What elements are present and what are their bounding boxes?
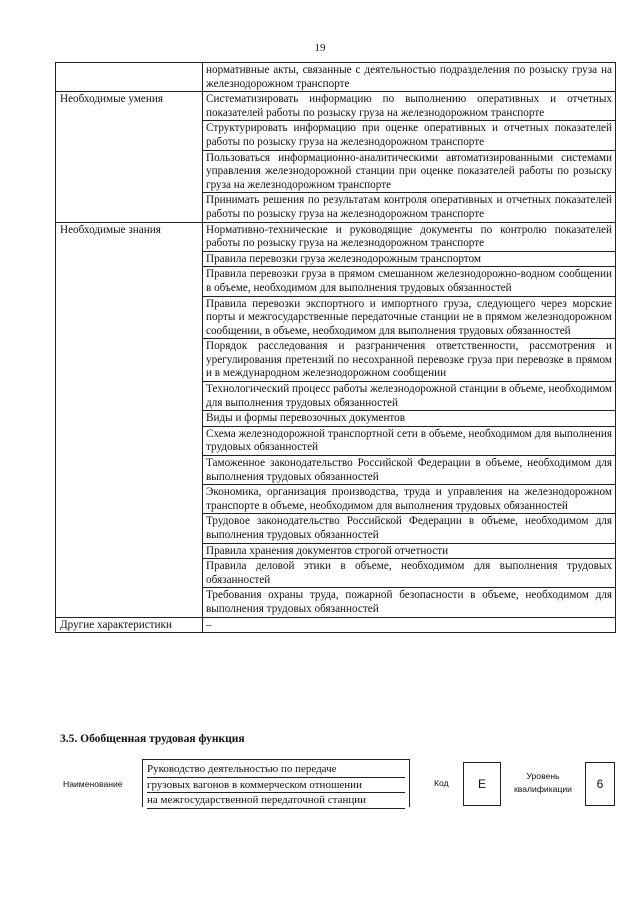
table-row (56, 92, 616, 121)
row-content: Правила хранения документов строгой отчетности (203, 543, 616, 559)
section-heading: 3.5. Обобщенная трудовая функция (60, 733, 245, 745)
row-content: – (203, 617, 616, 633)
row-content: Технологический процесс работы железнодорожной станции в объеме, необходимом для выполнения трудовых обязанностей (203, 382, 616, 411)
knowledge-label: Необходимые знания (56, 222, 203, 617)
qualification-level-value: 6 (585, 762, 615, 806)
row-content: Схема железнодорожной транспортной сети в объеме, необходимом для выполнения трудовых обязанностей (203, 426, 616, 455)
skills-label: Необходимые умения (56, 92, 203, 222)
row-content: Порядок расследования и разграничения ответственности, рассмотрения и урегулирования претензий по несохранной перевозке груза при перевозке в прямом и в международном железнодорожном сообщении (203, 339, 616, 382)
row-content: Пользоваться информационно-аналитическими автоматизированными системами управления железнодорожной станции при оценке показателей работы по розыску груза на железнодорожном транспорте (203, 150, 616, 193)
row-content: Правила деловой этики в объеме, необходимом для выполнения трудовых обязанностей (203, 559, 616, 588)
row-content: Нормативно-технические и руководящие документы по контролю показателей работы по розыску груза на железнодорожном транспорте (203, 222, 616, 251)
row-content: Структурировать информацию при оценке оперативных и отчетных показателей работы по розыску груза на железнодорожном транспорте (203, 121, 616, 150)
qualification-level-label (506, 770, 580, 796)
other-characteristics-label: Другие характеристики (56, 617, 203, 633)
table-row (56, 63, 616, 92)
function-name-line: на межгосударственной передаточной станции (147, 793, 405, 809)
row-content: нормативные акты, связанные с деятельностью подразделения по розыску груза на железнодорожном транспорте (203, 63, 616, 92)
function-name-box (142, 759, 410, 807)
function-name-line: Руководство деятельностью по передаче (147, 762, 405, 778)
row-content: Таможенное законодательство Российской Федерации в объеме, необходимом для выполнения трудовых обязанностей (203, 456, 616, 485)
table-row (56, 617, 616, 633)
table-row (56, 222, 616, 251)
page-number: 19 (314, 42, 326, 54)
row-content: Правила перевозки груза в прямом смешанном железнодорожно-водном сообщении в объеме, необходимом для выполнения трудовых обязанностей (203, 267, 616, 296)
qualification-level-label-line: квалификации (514, 784, 572, 794)
code-label: Код (434, 778, 449, 788)
row-content: Требования охраны труда, пожарной безопасности в объеме, необходимом для выполнения трудовых обязанностей (203, 588, 616, 617)
name-label: Наименование (63, 779, 123, 789)
row-content: Систематизировать информацию по выполнению оперативных и отчетных показателей работы по розыску груза на железнодорожном транспорте (203, 92, 616, 121)
row-content: Правила перевозки груза железнодорожным транспортом (203, 251, 616, 267)
row-content: Трудовое законодательство Российской Федерации в объеме, необходимом для выполнения трудовых обязанностей (203, 514, 616, 543)
row-label (56, 63, 203, 92)
code-value: E (463, 762, 501, 806)
function-name-line: грузовых вагонов в коммерческом отношении (147, 778, 405, 794)
row-content: Правила перевозки экспортного и импортного груза, следующего через морские порты и межгосударственные передаточные станции не в прямом железнодорожном сообщении, в объеме, необходимом для выполнения трудовых обязанностей (203, 296, 616, 339)
qualification-level-label-line: Уровень (526, 771, 560, 781)
competency-table (55, 62, 616, 633)
row-content: Принимать решения по результатам контроля оперативных и отчетных показателей работы по розыску груза на железнодорожном транспорте (203, 193, 616, 222)
row-content: Виды и формы перевозочных документов (203, 411, 616, 427)
row-content: Экономика, организация производства, труда и управления на железнодорожном транспорте в объеме, необходимом для выполнения трудовых обязанностей (203, 485, 616, 514)
